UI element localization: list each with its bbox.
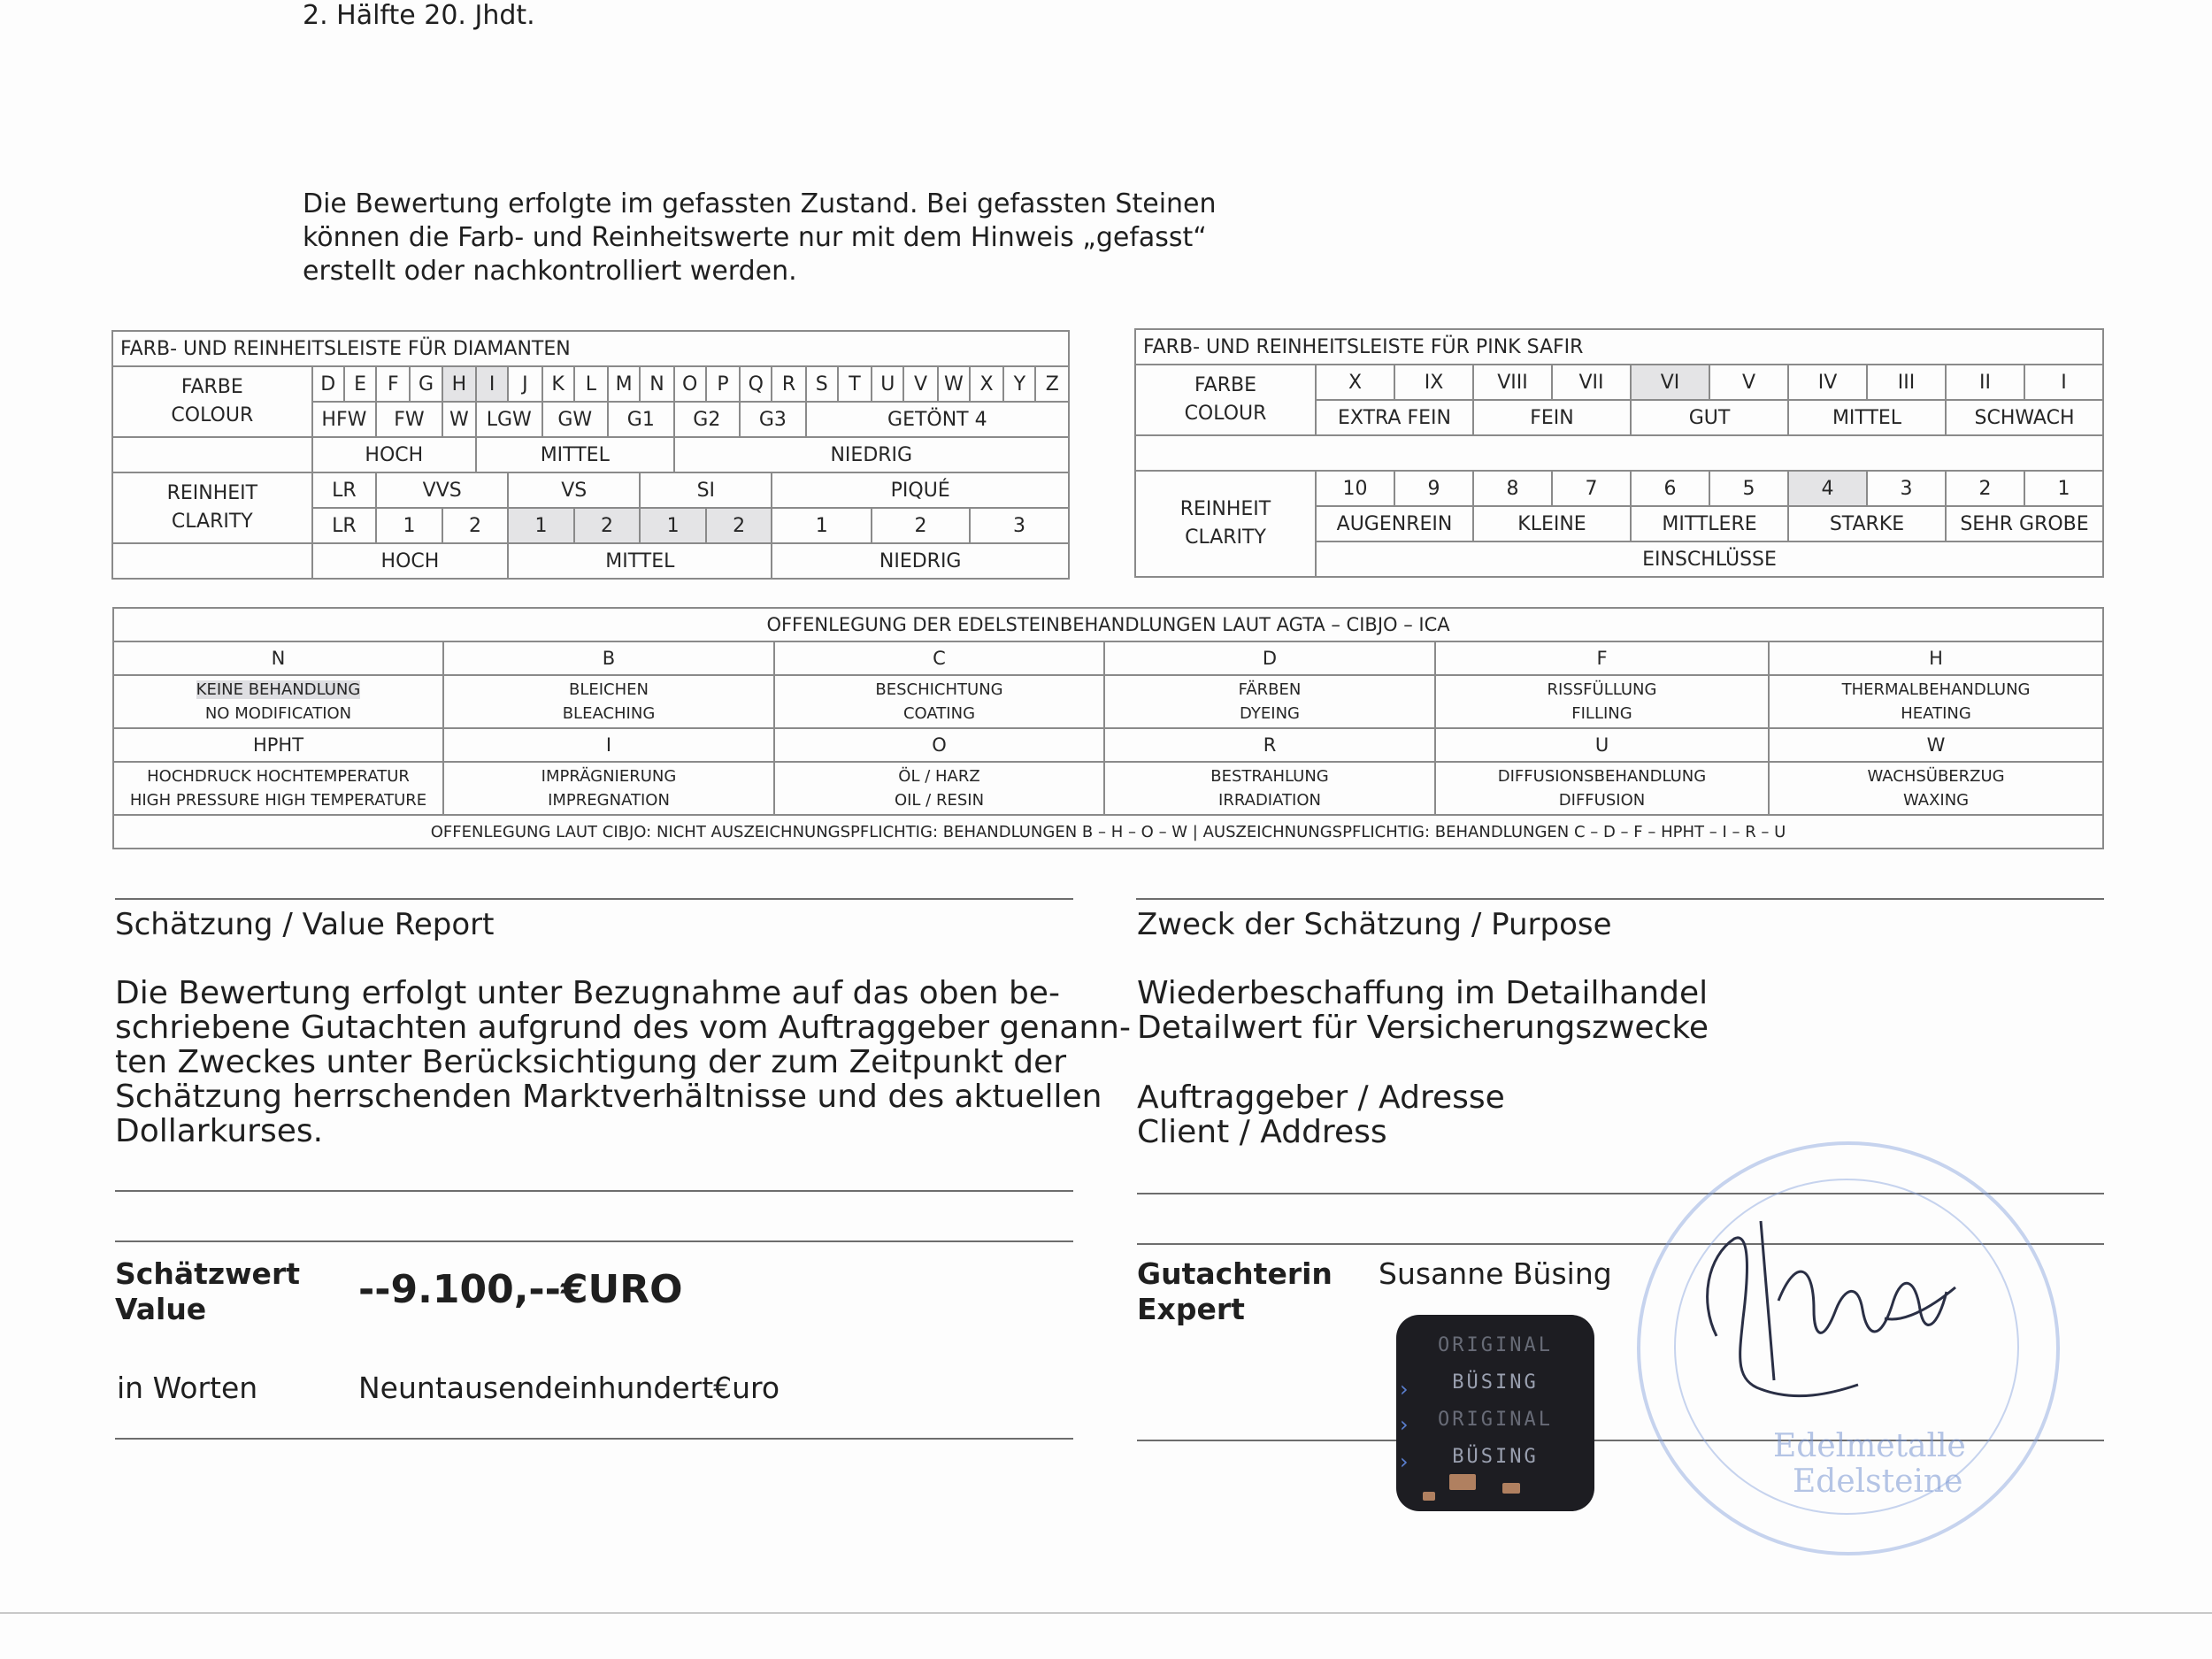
color-letter: G <box>410 366 442 402</box>
pink-clarity-grade: MITTLERE <box>1631 506 1788 541</box>
color-grade: GETÖNT 4 <box>806 402 1069 437</box>
treatment-desc-en: DIFFUSION <box>1558 791 1646 810</box>
expert-label-de: Gutachterin <box>1137 1256 1333 1291</box>
clarity-number: 2 <box>1946 471 2024 506</box>
hologram-text: ORIGINAL <box>1438 1334 1553 1356</box>
treatment-desc <box>774 675 1104 728</box>
pink-clarity-grade: AUGENREIN <box>1316 506 1473 541</box>
setting-note-line: können die Farb- und Reinheitswerte nur mit dem Hinweis „gefasst“ <box>303 222 1207 253</box>
color-letter-highlighted: H <box>442 366 476 402</box>
reinheit-label: REINHEIT <box>1179 498 1271 520</box>
diamond-scale-title: FARB- UND REINHEITSLEISTE FÜR DIAMANTEN <box>112 331 1069 366</box>
treatment-desc-de: HOCHDRUCK HOCHTEMPERATUR <box>147 767 410 786</box>
treatment-code: D <box>1104 641 1435 675</box>
treatment-desc-de: BLEICHEN <box>569 680 649 699</box>
purpose-heading: Zweck der Schätzung / Purpose <box>1137 907 1612 942</box>
foil-speck <box>1449 1474 1476 1490</box>
color-level: NIEDRIG <box>674 437 1069 472</box>
color-letter: O <box>674 366 706 402</box>
color-numeral: III <box>1867 365 1946 400</box>
color-letter: F <box>376 366 410 402</box>
treatment-code: H <box>1769 641 2103 675</box>
color-numeral-highlighted: VI <box>1631 365 1709 400</box>
treatment-desc-de: THERMALBEHANDLUNG <box>1841 680 2031 699</box>
color-grade: G1 <box>608 402 674 437</box>
value-amount: --9.100,--€URO <box>358 1267 683 1312</box>
treatment-desc-de: BESTRAHLUNG <box>1210 767 1329 786</box>
color-letter: T <box>838 366 872 402</box>
hologram-text: BÜSING <box>1452 1371 1539 1394</box>
hologram-text: BÜSING <box>1452 1446 1539 1468</box>
clarity-number: 1 <box>2024 471 2103 506</box>
clarity-label: CLARITY <box>1185 526 1266 549</box>
purpose-line: Detailwert für Versicherungszwecke <box>1137 1010 1709 1046</box>
clarity-sub-highlighted: 1 <box>640 508 706 543</box>
color-letter: Q <box>740 366 772 402</box>
expert-label-en: Expert <box>1137 1292 1245 1326</box>
clarity-level: MITTEL <box>508 543 772 579</box>
clarity-group: VVS <box>376 472 508 508</box>
clarity-sub: 2 <box>872 508 970 543</box>
empty-cell <box>112 543 312 579</box>
color-letter: L <box>574 366 608 402</box>
clarity-group: VS <box>508 472 640 508</box>
treatment-code: F <box>1435 641 1769 675</box>
clarity-sub: 1 <box>376 508 442 543</box>
pink-color-grade: FEIN <box>1473 400 1631 435</box>
color-numeral: VII <box>1552 365 1631 400</box>
clarity-number: 8 <box>1473 471 1552 506</box>
value-label-en: Value <box>115 1292 207 1326</box>
purpose-line: Wiederbeschaffung im Detailhandel <box>1137 975 1709 1011</box>
clarity-number: 3 <box>1867 471 1946 506</box>
treatment-desc <box>774 762 1104 815</box>
treatment-code: I <box>443 728 774 762</box>
treatment-code: W <box>1769 728 2103 762</box>
value-report-line: schriebene Gutachten aufgrund des vom Auftraggeber genann- <box>115 1010 1131 1046</box>
treatments-table <box>112 607 2104 849</box>
treatment-desc <box>1104 762 1435 815</box>
client-label-de: Auftraggeber / Adresse <box>1137 1079 1505 1116</box>
value-report-line: Dollarkurses. <box>115 1113 324 1149</box>
farbe-label: FARBE <box>180 376 243 398</box>
value-report-heading: Schätzung / Value Report <box>115 907 495 942</box>
value-label-de: Schätzwert <box>115 1256 300 1291</box>
color-letter: P <box>706 366 740 402</box>
color-letter: V <box>903 366 937 402</box>
stamp-text: Edelsteine <box>1793 1463 1963 1500</box>
hologram-text: ORIGINAL <box>1438 1409 1553 1431</box>
treatment-desc <box>1435 675 1769 728</box>
treatment-desc <box>443 675 774 728</box>
color-letter-highlighted: I <box>476 366 508 402</box>
color-level: MITTEL <box>476 437 674 472</box>
color-numeral: VIII <box>1473 365 1552 400</box>
color-numeral: X <box>1316 365 1394 400</box>
setting-note <box>303 188 1217 288</box>
foil-speck <box>1502 1483 1520 1494</box>
clarity-group: LR <box>312 472 377 508</box>
inclusions-label: EINSCHLÜSSE <box>1316 541 2103 577</box>
expert-name: Susanne Büsing <box>1379 1256 1612 1291</box>
pink-clarity-grade: KLEINE <box>1473 506 1631 541</box>
treatment-code: U <box>1435 728 1769 762</box>
color-grade: G2 <box>674 402 741 437</box>
period-text: 2. Hälfte 20. Jhdt. <box>303 0 535 31</box>
chevron-right-icon: › <box>1400 1412 1409 1437</box>
clarity-sub-highlighted: 2 <box>574 508 641 543</box>
treatment-desc-en: OIL / RESIN <box>894 791 985 810</box>
treatment-desc-en: WAXING <box>1902 791 1970 810</box>
treatment-desc-en: COATING <box>902 704 976 723</box>
pink-color-grade: SCHWACH <box>1946 400 2103 435</box>
clarity-level: HOCH <box>312 543 509 579</box>
clarity-group: PIQUÉ <box>772 472 1069 508</box>
colour-label: COLOUR <box>171 404 254 426</box>
color-letter: M <box>608 366 640 402</box>
setting-note-line: erstellt oder nachkontrolliert werden. <box>303 256 797 287</box>
treatment-code: B <box>443 641 774 675</box>
treatment-code: R <box>1104 728 1435 762</box>
chevron-right-icon: › <box>1400 1377 1409 1402</box>
treatment-code: C <box>774 641 1104 675</box>
expert-label <box>1137 1256 1333 1327</box>
clarity-level: NIEDRIG <box>772 543 1069 579</box>
farbe-label: FARBE <box>1194 374 1256 396</box>
pink-scale-title: FARB- UND REINHEITSLEISTE FÜR PINK SAFIR <box>1135 329 2103 365</box>
treatment-code: O <box>774 728 1104 762</box>
color-letter: W <box>938 366 970 402</box>
treatment-desc-en: HEATING <box>1901 704 1971 723</box>
pink-spacer-row <box>1135 435 2103 471</box>
color-numeral: V <box>1709 365 1788 400</box>
treatment-desc-en: HIGH PRESSURE HIGH TEMPERATURE <box>129 791 427 810</box>
treatment-desc-de: ÖL / HARZ <box>898 767 980 786</box>
divider-line <box>115 1240 1073 1242</box>
color-grade: GW <box>542 402 609 437</box>
color-grade: G3 <box>740 402 806 437</box>
color-numeral: IV <box>1788 365 1867 400</box>
color-grade: HFW <box>312 402 377 437</box>
client-label-en: Client / Address <box>1137 1114 1387 1150</box>
diamond-clarity-label <box>112 472 312 543</box>
treatment-code: HPHT <box>113 728 443 762</box>
color-letter: R <box>772 366 805 402</box>
treatment-desc-de: WACHSÜBERZUG <box>1867 767 2005 786</box>
color-letter: S <box>806 366 838 402</box>
value-report-line: Die Bewertung erfolgt unter Bezugnahme auf das oben be- <box>115 975 1060 1011</box>
treatment-desc <box>113 675 443 728</box>
pink-color-grade: MITTEL <box>1788 400 1946 435</box>
purpose-lines <box>1137 976 1709 1045</box>
treatment-desc <box>443 762 774 815</box>
pink-colour-label <box>1135 365 1316 435</box>
treatment-desc <box>113 762 443 815</box>
treatment-desc-de: BESCHICHTUNG <box>875 680 1003 699</box>
clarity-group: SI <box>640 472 772 508</box>
divider-line <box>115 898 1073 900</box>
color-letter: E <box>344 366 376 402</box>
clarity-sub: 2 <box>442 508 509 543</box>
treatment-code: N <box>113 641 443 675</box>
color-grade: FW <box>376 402 442 437</box>
pink-clarity-label <box>1135 471 1316 577</box>
color-letter: J <box>508 366 541 402</box>
color-grade: W <box>442 402 476 437</box>
reinheit-label: REINHEIT <box>166 482 258 504</box>
clarity-number-highlighted: 4 <box>1788 471 1867 506</box>
color-numeral: I <box>2024 365 2103 400</box>
clarity-label: CLARITY <box>171 511 253 533</box>
treatment-desc-en: IMPREGNATION <box>548 791 670 810</box>
color-letter: K <box>542 366 574 402</box>
diamond-colour-label <box>112 366 312 437</box>
pink-color-grade: GUT <box>1631 400 1788 435</box>
divider-line <box>115 1438 1073 1440</box>
treatment-desc <box>1104 675 1435 728</box>
pink-clarity-grade: SEHR GROBE <box>1946 506 2103 541</box>
treatment-desc <box>1769 762 2103 815</box>
value-report-line: Schätzung herrschenden Marktverhältnisse und des aktuellen <box>115 1079 1102 1115</box>
clarity-sub-highlighted: 1 <box>508 508 574 543</box>
clarity-number: 10 <box>1316 471 1394 506</box>
diamond-scale-table <box>111 330 1070 580</box>
signature <box>1681 1203 1982 1433</box>
clarity-sub-highlighted: 2 <box>706 508 772 543</box>
color-letter: X <box>970 366 1003 402</box>
treatment-desc-en: DYEING <box>1240 704 1300 723</box>
color-numeral: II <box>1946 365 2024 400</box>
treatments-footer: OFFENLEGUNG LAUT CIBJO: NICHT AUSZEICHNUNGSPFLICHTIG: BEHANDLUNGEN B – H – O – W | AUSZEICHNUNGSPFLICHTIG: BEHANDLUNGEN C – D – F – HPHT – I – R – U <box>113 815 2103 849</box>
clarity-sub: 1 <box>772 508 872 543</box>
setting-note-line: Die Bewertung erfolgte im gefassten Zustand. Bei gefassten Steinen <box>303 188 1217 219</box>
words-value: Neuntausendeinhundert€uro <box>358 1371 780 1405</box>
client-label <box>1137 1080 1505 1149</box>
value-report-line: ten Zweckes unter Berücksichtigung der zum Zeitpunkt der <box>115 1044 1067 1080</box>
treatment-desc-en: IRRADIATION <box>1218 791 1321 810</box>
clarity-number: 6 <box>1631 471 1709 506</box>
treatment-desc-de: DIFFUSIONSBEHANDLUNG <box>1497 767 1707 786</box>
empty-cell <box>112 437 312 472</box>
words-label: in Worten <box>117 1371 258 1405</box>
color-grade: LGW <box>476 402 542 437</box>
clarity-number: 9 <box>1394 471 1473 506</box>
pink-clarity-grade: STARKE <box>1788 506 1946 541</box>
color-letter: Y <box>1003 366 1035 402</box>
treatment-desc-en: NO MODIFICATION <box>204 704 352 723</box>
treatment-desc-en: FILLING <box>1571 704 1632 723</box>
foil-speck <box>1423 1492 1435 1501</box>
pink-color-grade: EXTRA FEIN <box>1316 400 1473 435</box>
treatments-title: OFFENLEGUNG DER EDELSTEINBEHANDLUNGEN LAUT AGTA – CIBJO – ICA <box>113 608 2103 641</box>
treatment-desc-de: IMPRÄGNIERUNG <box>541 767 677 786</box>
hologram-seal <box>1396 1315 1594 1511</box>
clarity-number: 5 <box>1709 471 1788 506</box>
pink-sapphire-scale-table <box>1134 328 2104 578</box>
color-level: HOCH <box>312 437 476 472</box>
clarity-sub: LR <box>312 508 377 543</box>
value-label <box>115 1256 300 1327</box>
treatment-desc <box>1435 762 1769 815</box>
treatment-desc-de: RISSFÜLLUNG <box>1547 680 1657 699</box>
treatment-desc-de: FÄRBEN <box>1238 680 1302 699</box>
treatment-desc <box>1769 675 2103 728</box>
color-letter: D <box>312 366 344 402</box>
colour-label: COLOUR <box>1184 403 1267 425</box>
page-edge <box>0 1612 2212 1614</box>
color-letter: Z <box>1035 366 1069 402</box>
value-report-body <box>115 976 1131 1148</box>
treatment-desc-en: BLEACHING <box>562 704 656 723</box>
chevron-right-icon: › <box>1400 1449 1409 1474</box>
color-numeral: IX <box>1394 365 1473 400</box>
clarity-sub: 3 <box>970 508 1069 543</box>
divider-line <box>1136 898 2104 900</box>
treatment-desc-de-highlighted: KEINE BEHANDLUNG <box>196 680 361 699</box>
clarity-number: 7 <box>1552 471 1631 506</box>
divider-line <box>115 1190 1073 1192</box>
stamp-text: Edelmetalle <box>1773 1428 1966 1464</box>
color-letter: U <box>872 366 903 402</box>
color-letter: N <box>640 366 673 402</box>
